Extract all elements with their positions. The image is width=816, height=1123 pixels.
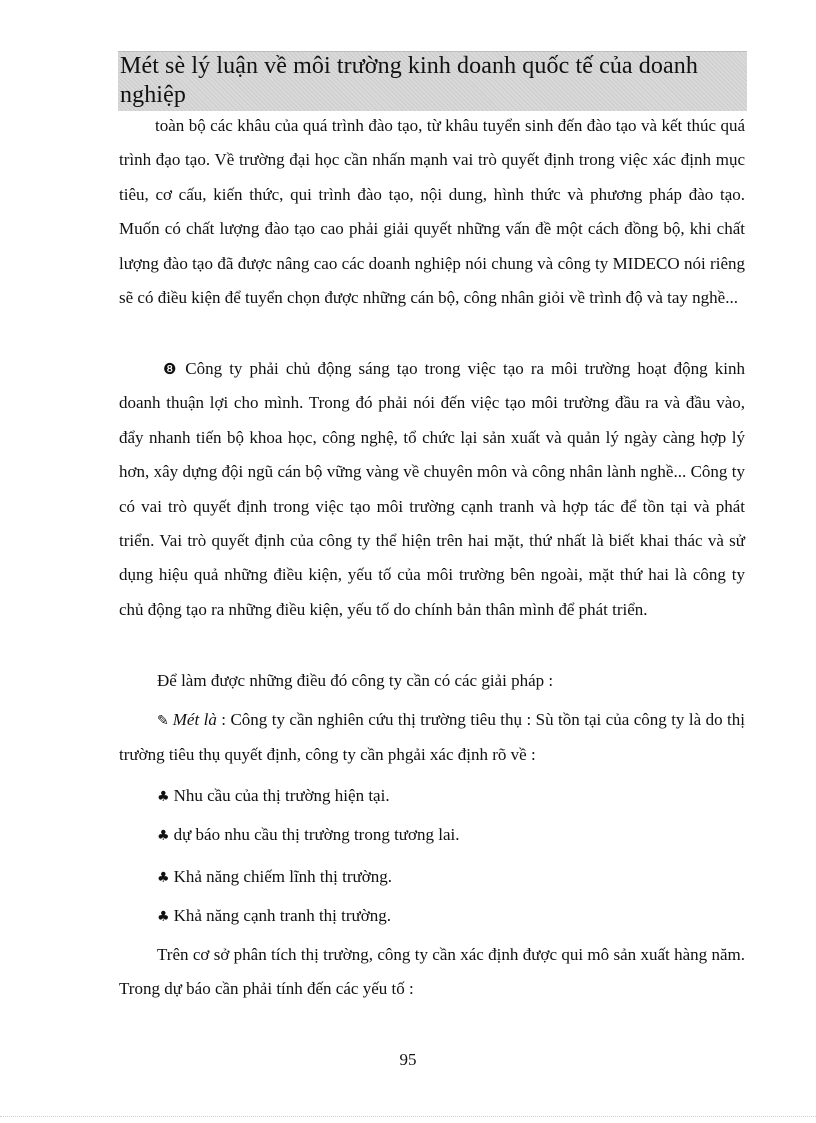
paragraph-market-research-text: : Công ty cần nghiên cứu thị trường tiêu thụ : Sù tồn tại của công ty là do thị trường tiêu thụ quyết định, công ty cần phgải xác định rõ về : [119, 710, 745, 765]
club-bullet-icon: ♣ [157, 828, 170, 844]
paragraph-company-initiative [119, 352, 745, 627]
list-item-text: Khả năng chiếm lĩnh thị trường. [173, 867, 392, 886]
paragraph-training-quality: toàn bộ các khâu của quá trình đào tạo, từ khâu tuyển sinh đến đào tạo và kết thúc quá trình đạo tạo. Về trường đại học cần nhấn mạnh vai trò quyết định trong việc xác định mục tiêu, cơ cấu, kiến thức, qui trình đào tạo, nội dung, hình thức và phương pháp đào tạo. Muốn có chất lượng đào tạo cao phải giải quyết những vấn đề một cách đồng bộ, khi chất lượng đào tạo đã được nâng cao các doanh nghiệp nói chung và công ty MIDECO nói riêng sẽ có điều kiện để tuyển chọn được những cán bộ, công nhân giỏi về trình độ và tay nghề... [119, 116, 745, 308]
list-item [157, 904, 391, 929]
page-number: 95 [399, 1050, 417, 1069]
list-item-text: Nhu cầu của thị trường hiện tại. [173, 786, 390, 805]
running-header-title: Mét sè lý luận về môi trường kinh doanh quốc tế của doanh nghiệp [120, 53, 698, 108]
list-item [157, 784, 390, 809]
pointing-hand-icon: ✎ [157, 713, 169, 729]
list-item [157, 823, 460, 848]
page-bottom-divider [0, 1116, 816, 1117]
list-item-text: Khả năng cạnh tranh thị trường. [173, 906, 391, 925]
list-item-text: dự báo nhu cầu thị trường trong tương lai. [173, 825, 460, 844]
paragraph-production-scale: Trên cơ sở phân tích thị trường, công ty cần xác định được qui mô sản xuất hàng năm. Trong dự báo cần phải tính đến các yếu tố : [119, 945, 745, 999]
numbered-circle-icon: ❽ [163, 360, 180, 378]
paragraph-market-research [119, 703, 745, 773]
paragraph-market-research-lead: Mét là [172, 710, 217, 729]
list-item [157, 865, 392, 890]
club-bullet-icon: ♣ [157, 909, 170, 925]
paragraph-company-initiative-text: Công ty phải chủ động sáng tạo trong việc tạo ra môi trường hoạt động kinh doanh thuận lợi cho mình. Trong đó phải nói đến việc tạo môi trường đầu ra và đầu vào, đẩy nhanh tiến bộ khoa học, công nghệ, tổ chức lại sản xuất và quản lý ngày càng hợp lý hơn, xây dựng đội ngũ cán bộ vững vàng về chuyên môn và công nhân lành nghề... Công ty có vai trò quyết định trong việc tạo môi trường cạnh tranh và hợp tác để tồn tại và phát triển. Vai trò quyết định của công ty thể hiện trên hai mặt, thứ nhất là biết khai thác và sử dụng hiệu quả những điều kiện, yếu tố của môi trường bên ngoài, mặt thứ hai là công ty chủ động tạo ra những điều kiện, yếu tố do chính bản thân mình để phát triển. [119, 359, 745, 619]
club-bullet-icon: ♣ [157, 870, 170, 886]
paragraph-solutions-intro: Để làm được những điều đó công ty cần có các giải pháp : [157, 671, 554, 690]
club-bullet-icon: ♣ [157, 789, 170, 805]
